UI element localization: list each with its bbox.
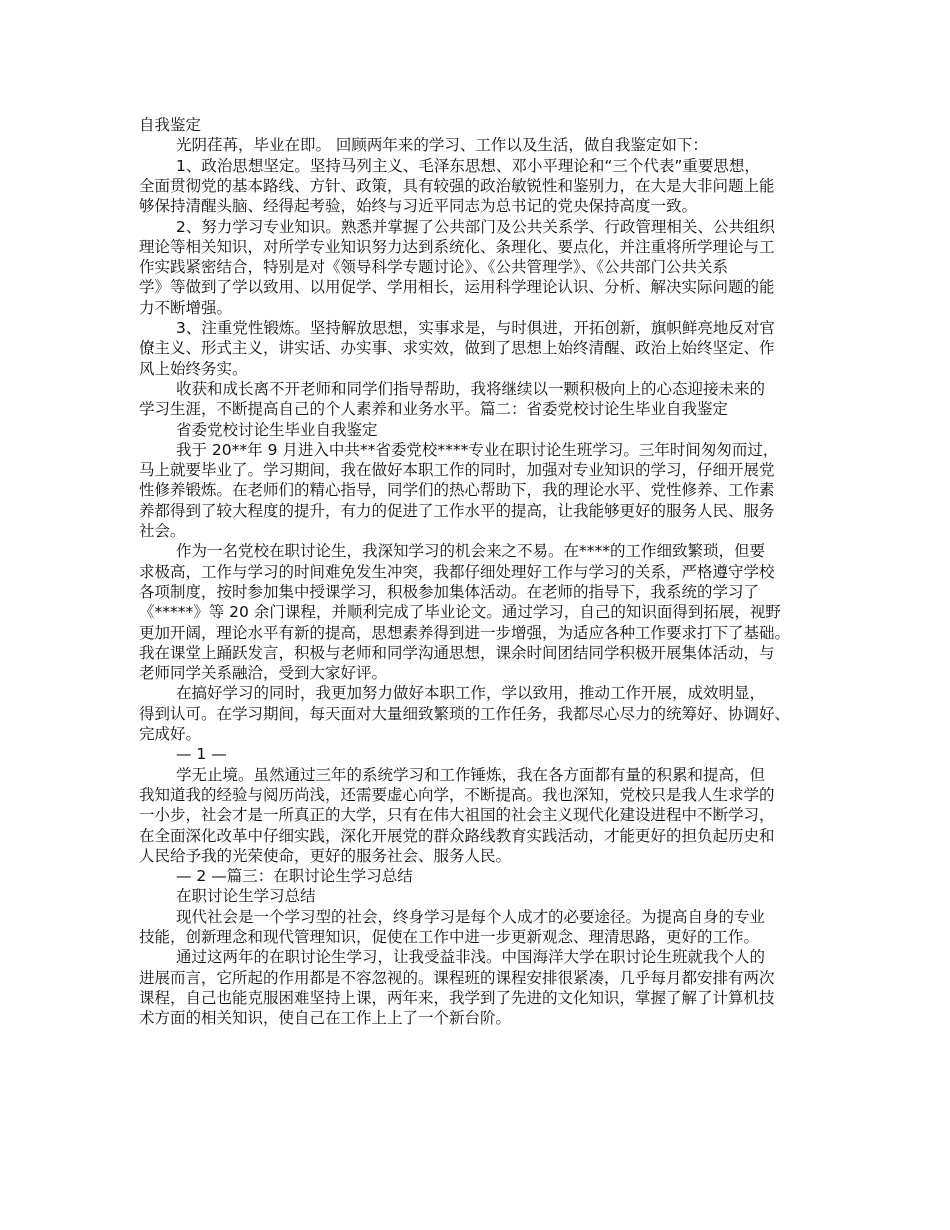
text-line: 人民给予我的光荣使命，更好的服务社会、服务人民。 — [139, 846, 512, 865]
text-line: 光阴荏苒，毕业在即。 回顾两年来的学习、工作以及生活，做自我鉴定如下： — [176, 136, 708, 155]
text-line: 社会。 — [139, 522, 186, 540]
text-line: 技能，创新理念和现代管理知识，促使在工作中进一步更新观念、理清思路，更好的工作。 — [139, 928, 760, 946]
text-line: 进展而言，它所起的作用都是不容忽视的。课程班的课程安排很紧凑，几乎每月都安排有两次 — [139, 968, 775, 987]
text-line: 够保持清醒头脑、经得起考验，始终与习近平同志为总书记的党央保持高度一致。 — [139, 197, 698, 216]
text-line: 马上就要毕业了。学习期间，我在做好本职工作的同时，加强对专业知识的学习，仔细开展党 — [139, 461, 775, 480]
text-line: 我在课堂上踊跃发言，积极与老师和同学沟通思想，课余时间团结同学积极开展集体活动，与 — [139, 643, 775, 662]
text-line: 各项制度，按时参加集中授课学习，积极参加集体活动。在老师的指导下，我系统的学习了 — [139, 582, 760, 601]
text-line: 学习生涯，不断提高自己的个人素养和业务水平。篇二：省委党校讨论生毕业自我鉴定 — [139, 400, 729, 419]
text-line: 1、政治思想坚定。坚持马列主义、毛泽东思想、邓小平理论和“三个代表”重要思想， — [176, 156, 760, 175]
text-line: 僚主义、形式主义，讲实话、办实事、求实效，做到了思想上始终清醒、政治上始终坚定、作 — [139, 339, 775, 358]
text-line: 课程，自己也能克服困难坚持上课，两年来，我学到了先进的文化知识，掌握了解了计算机技 — [139, 988, 775, 1007]
text-line: 术方面的相关知识，使自己在工作上上了一个新台阶。 — [139, 1009, 512, 1028]
text-line: 学》等做到了学以致用、以用促学、学用相长，运用科学理论认识、分析、解决实际问题的能 — [139, 278, 775, 297]
document-title: 自我鉴定 — [139, 116, 202, 134]
text-line: 全面贯彻党的基本路线、方针、政策，具有较强的政治敏锐性和鉴别力，在大是大非问题上能 — [139, 176, 775, 195]
text-line: 老师同学关系融洽，受到大家好评。 — [139, 664, 388, 683]
text-line: 我于 20**年 9 月进入中共**省委党校****专业在职讨论生班学习。三年时间匆匆而过， — [176, 440, 779, 459]
text-line: 学无止境。虽然通过三年的系统学习和工作锤炼，我在各方面都有量的积累和提高，但 — [176, 765, 766, 784]
text-line: 力不断增强。 — [139, 298, 233, 317]
text-line: 更加开阔，理论水平有新的提高，思想素养得到进一步增强，为适应各种工作要求打下了基础。 — [139, 623, 791, 642]
text-line: 求极高，工作与学习的时间难免发生冲突，我都仔细处理好工作与学习的关系，严格遵守学校 — [139, 562, 775, 581]
text-line: — 1 — — [176, 745, 227, 764]
text-line: — 2 —篇三：在职讨论生学习总结 — [176, 867, 413, 886]
text-line: 一小步，社会才是一所真正的大学，只有在伟大祖国的社会主义现代化建设进程中不断学习， — [139, 806, 775, 825]
text-line: 在全面深化改革中仔细实践，深化开展党的群众路线教育实践活动，才能更好的担负起历史和 — [139, 826, 775, 845]
text-line: 收获和成长离不开老师和同学们指导帮助，我将继续以一颗积极向上的心态迎接未来的 — [176, 379, 766, 398]
text-line: 《*****》等 20 余门课程，并顺利完成了毕业论文。通过学习，自己的知识面得到拓展，视野 — [139, 603, 781, 622]
text-line: 完成好。 — [139, 725, 202, 743]
text-line: 在职讨论生学习总结 — [176, 887, 316, 906]
text-line: 3、注重党性锻炼。坚持解放思想，实事求是，与时俱进，开拓创新，旗帜鲜亮地反对官 — [176, 319, 775, 337]
text-line: 2、努力学习专业知识。熟悉并掌握了公共部门及公共关系学、行政管理相关、公共组织 — [176, 217, 775, 236]
text-line: 作为一名党校在职讨论生，我深知学习的机会来之不易。在****的工作细致繁琐，但要 — [176, 542, 766, 561]
text-line: 性修养锻炼。在老师们的精心指导，同学们的热心帮助下，我的理论水平、党性修养、工作素 — [139, 481, 775, 500]
text-line: 我知道我的经验与阅历尚浅，还需要虚心向学，不断提高。我也深知，党校只是我人生求学的 — [139, 785, 775, 804]
text-line: 作实践紧密结合，特别是对《领导科学专题讨论》、《公共管理学》、《公共部门公共关系 — [139, 258, 729, 277]
text-line: 现代社会是一个学习型的社会，终身学习是每个人成才的必要途径。为提高自身的专业 — [176, 907, 766, 926]
text-line: 理论等相关知识，对所学专业知识努力达到系统化、条理化、要点化，并注重将所学理论与工 — [139, 237, 775, 256]
text-line: 得到认可。在学习期间，每天面对大量细致繁琐的工作任务，我都尽心尽力的统筹好、协调好、 — [139, 704, 791, 723]
text-line: 省委党校讨论生毕业自我鉴定 — [176, 420, 378, 439]
text-line: 在搞好学习的同时，我更加努力做好本职工作，学以致用，推动工作开展，成效明显， — [176, 684, 766, 703]
text-line: 养都得到了较大程度的提升，有力的促进了工作水平的提高，让我能够更好的服务人民、服务 — [139, 501, 775, 520]
text-line: 通过这两年的在职讨论生学习，让我受益非浅。中国海洋大学在职讨论生班就我个人的 — [176, 948, 766, 967]
text-line: 风上始终务实。 — [139, 359, 248, 378]
